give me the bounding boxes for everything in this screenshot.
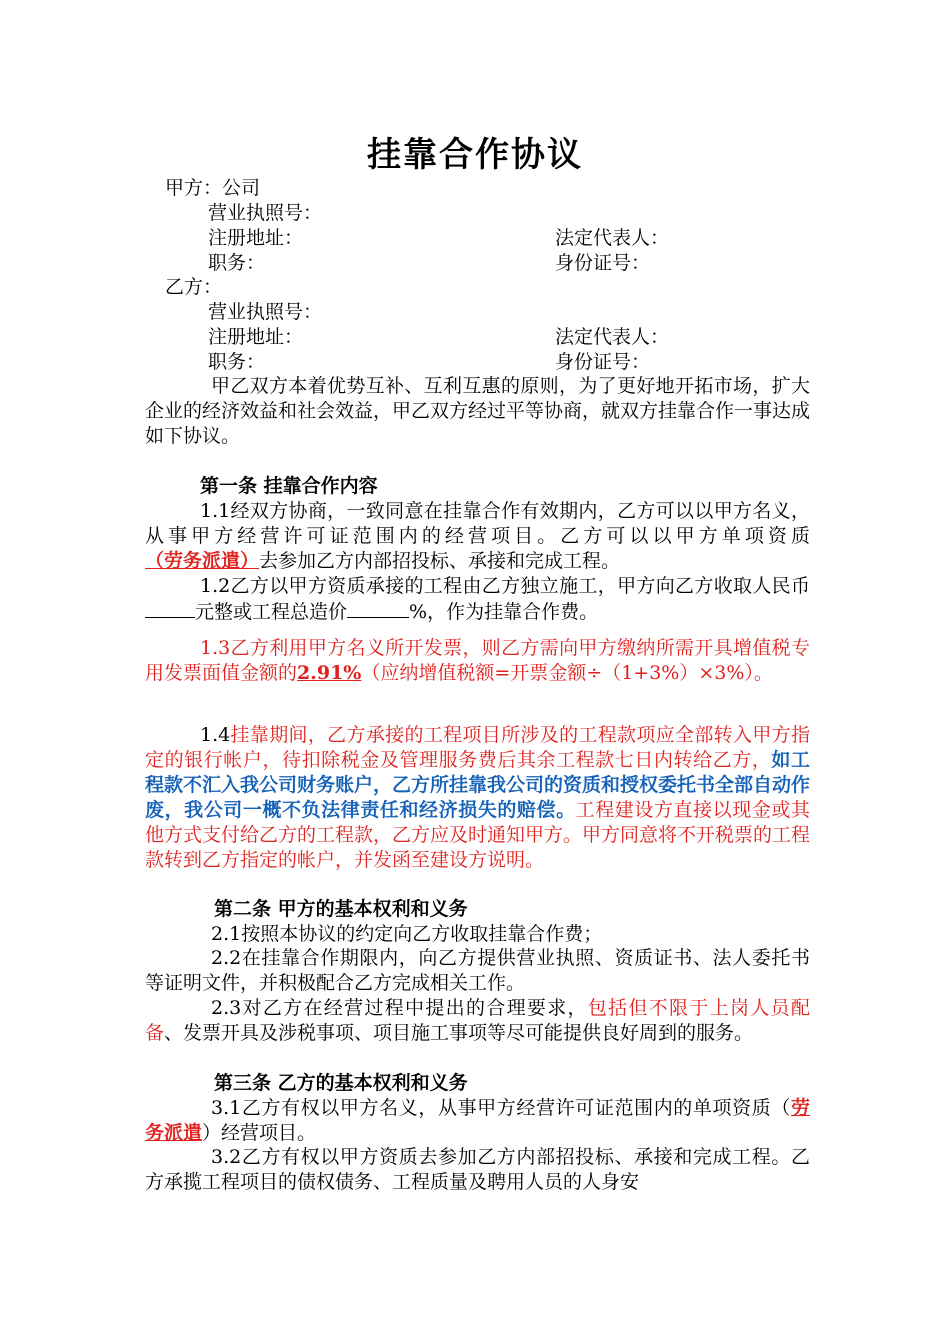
article-2-heading: 第二条 甲方的基本权利和义务 — [214, 898, 468, 920]
clause-1-4-blue-text: 如工程款不汇入我公司财务账户，乙方所挂靠我公司的资质和授权委托书全部自动作废，我公司一概不负法律责任和经济损失的赔偿。 — [145, 749, 811, 821]
clause-2-3-text-b: 、发票开具及涉税事项、项目施工事项等尽可能提供良好周到的服务。 — [164, 1022, 754, 1044]
clause-1-1-text-a: 1.1经双方协商，一致同意在挂靠合作有效期内，乙方可以以甲方名义，从事甲方经营许可证范围内的经营项目。乙方可以以甲方单项资质 — [145, 500, 810, 547]
clause-3-1-text-a: 3.1乙方有权以甲方名义，从事甲方经营许可证范围内的单项资质（ — [211, 1097, 791, 1119]
party-b-license: 营业执照号： — [208, 301, 323, 323]
fee-percent-blank — [347, 599, 409, 618]
preamble-paragraph: 甲乙双方本着优势互补、互利互惠的原则，为了更好地开拓市场，扩大企业的经济效益和社会效益，甲乙双方经过平等协商，就双方挂靠合作一事达成如下协议。 — [145, 375, 811, 447]
party-b-id: 身份证号： — [555, 351, 651, 373]
party-b-address: 注册地址： — [208, 326, 304, 348]
clause-1-4 — [145, 723, 810, 873]
party-b-position: 职务： — [208, 351, 266, 373]
party-b-label: 乙方： — [165, 276, 223, 298]
fee-amount-blank — [145, 599, 195, 618]
article-1-heading: 第一条 挂靠合作内容 — [200, 475, 378, 497]
clause-1-3-text-b: （应纳增值税额=开票金额÷（1+3%）×3%）。 — [361, 662, 773, 684]
clause-1-4-number: 1.4 — [200, 724, 231, 746]
party-a-address: 注册地址： — [208, 227, 304, 249]
clause-1-2-text-a: 1.2乙方以甲方资质承接的工程由乙方独立施工，甲方向乙方收取人民币 — [200, 575, 810, 597]
clause-1-2 — [145, 574, 810, 625]
clause-2-2: 2.2在挂靠合作期限内，向乙方提供营业执照、资质证书、法人委托书等证明文件，并积极配合乙方完成相关工作。 — [145, 947, 810, 994]
party-a-id: 身份证号： — [555, 252, 651, 274]
clause-1-1-highlight: （劳务派遣） — [145, 550, 260, 572]
clause-1-3-text-a: 1.3乙方利用甲方名义所开发票，则乙方需向甲方缴纳所需开具增值税专用发票面值金额的 — [145, 637, 810, 684]
document-title: 挂靠合作协议 — [367, 135, 583, 175]
clause-3-2: 3.2乙方有权以甲方资质去参加乙方内部招投标、承接和完成工程。乙方承揽工程项目的债权债务、工程质量及聘用人员的人身安 — [145, 1146, 810, 1193]
clause-2-3-text-a: 2.3对乙方在经营过程中提出的合理要求， — [211, 997, 588, 1019]
party-b-legal-rep: 法定代表人： — [555, 326, 670, 348]
party-a-label: 甲方：公司 — [165, 177, 261, 199]
clause-1-1-text-b: 去参加乙方内部招投标、承接和完成工程。 — [259, 550, 621, 572]
clause-1-2-text-c: %，作为挂靠合作费。 — [409, 601, 599, 623]
party-a-position: 职务： — [208, 252, 266, 274]
article-3-heading: 第三条 乙方的基本权利和义务 — [214, 1072, 468, 1094]
clause-1-4-red-text-1: 挂靠期间，乙方承接的工程项目所涉及的工程款项应全部转入甲方指定的银行帐户，待扣除税金及管理服务费后其余工程款七日内转给乙方， — [145, 724, 810, 771]
clause-1-1 — [145, 499, 810, 574]
party-a-legal-rep: 法定代表人： — [555, 227, 670, 249]
clause-2-3-red-text: 包括但不限于上岗人员配备 — [145, 997, 810, 1044]
clause-3-1-text-b: ）经营项目。 — [202, 1122, 317, 1144]
clause-3-1 — [145, 1096, 810, 1146]
clause-1-3 — [145, 636, 810, 686]
clause-2-1: 2.1按照本协议的约定向乙方收取挂靠合作费； — [211, 923, 603, 945]
clause-3-1-highlight: 劳务派遣 — [145, 1097, 810, 1144]
clause-1-4-red-text-2: 工程建设方直接以现金或其他方式支付给乙方的工程款，乙方应及时通知甲方。甲方同意将不开税票的工程款转到乙方指定的帐户，并发函至建设方说明。 — [145, 799, 811, 871]
clause-2-3 — [145, 996, 810, 1046]
clause-1-2-text-b: 元整或工程总造价 — [195, 601, 348, 623]
party-a-license: 营业执照号： — [208, 202, 323, 224]
clause-1-3-rate: 2.91% — [297, 662, 362, 684]
